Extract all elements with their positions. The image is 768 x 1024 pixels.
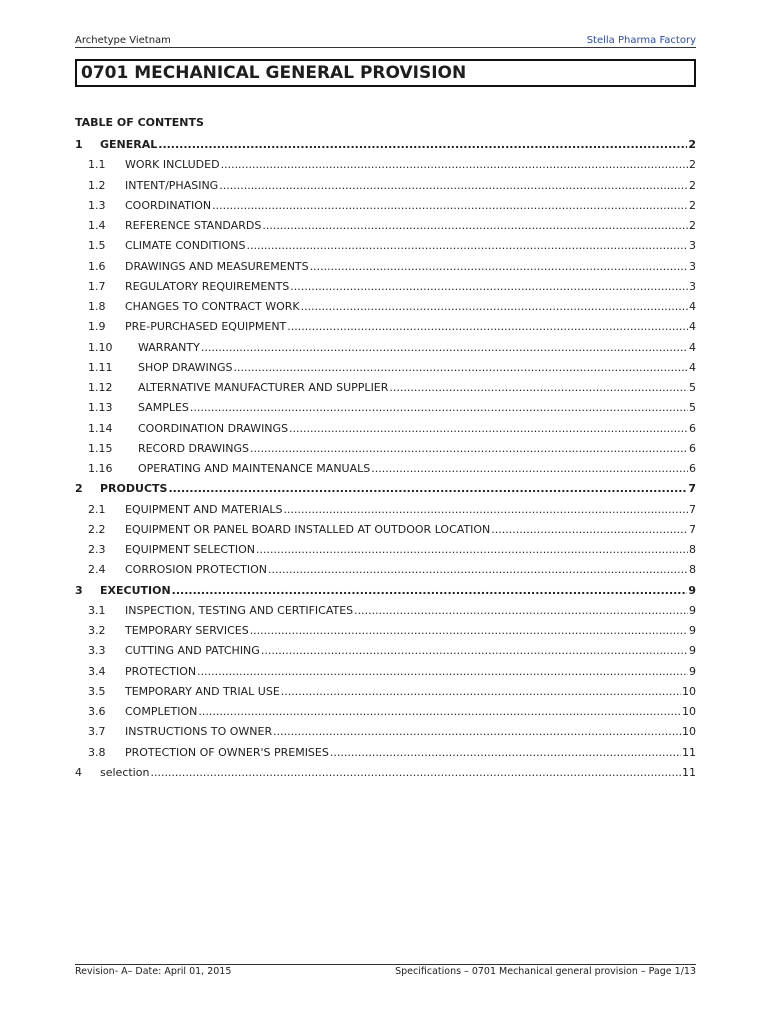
toc-entry-page: 7 xyxy=(689,522,696,536)
toc-entry-number: 3.6 xyxy=(88,705,106,718)
toc-entry-page: 9 xyxy=(689,664,696,678)
dot-leader xyxy=(150,763,681,783)
toc-entry-label: SHOP DRAWINGS xyxy=(138,360,233,374)
toc-entry-page: 2 xyxy=(689,219,696,232)
toc-entry-3-6[interactable] xyxy=(75,702,696,722)
toc-entry-page: 9 xyxy=(688,583,696,597)
toc-entry-label: EXECUTION xyxy=(100,583,171,597)
toc-entry-label: COMPLETION xyxy=(125,705,198,718)
dot-leader xyxy=(234,358,689,378)
toc-entry-label: CORROSION PROTECTION xyxy=(125,563,268,577)
toc-entry-number: 3.8 xyxy=(88,745,106,759)
toc-entry-1-1[interactable] xyxy=(75,155,696,175)
dot-leader xyxy=(268,560,688,580)
toc-entry-number: 3.7 xyxy=(88,725,106,739)
toc-entry-2-1[interactable] xyxy=(75,500,696,520)
toc-entry-page: 2 xyxy=(689,158,696,172)
toc-entry-page: 2 xyxy=(689,198,696,212)
toc-entry-3[interactable] xyxy=(75,581,696,601)
toc-entry-label: EQUIPMENT SELECTION xyxy=(125,543,255,556)
toc-entry-number: 4 xyxy=(75,765,82,779)
toc-entry-page: 5 xyxy=(689,381,696,394)
toc-entry-1-3[interactable] xyxy=(75,196,696,216)
toc-entry-page: 4 xyxy=(689,360,696,374)
toc-entry-1-15[interactable] xyxy=(75,439,696,459)
toc-entry-number: 1.8 xyxy=(88,300,106,313)
toc-entry-1-4[interactable] xyxy=(75,216,696,236)
toc-entry-3-2[interactable] xyxy=(75,621,696,641)
toc-entry-label: WORK INCLUDED xyxy=(125,158,220,172)
toc-entry-page: 3 xyxy=(689,279,696,293)
toc-entry-page: 2 xyxy=(688,138,696,151)
toc-entry-4[interactable] xyxy=(75,763,696,783)
toc-entry-number: 3.5 xyxy=(88,684,106,698)
toc-entry-1-8[interactable] xyxy=(75,297,696,317)
toc-entry-2-2[interactable] xyxy=(75,520,696,540)
toc-entry-1-9[interactable] xyxy=(75,317,696,337)
header-company: Archetype Vietnam xyxy=(75,35,171,46)
toc-heading: TABLE OF CONTENTS xyxy=(75,116,204,129)
dot-leader xyxy=(354,601,688,621)
toc-entry-page: 2 xyxy=(689,178,696,192)
dot-leader xyxy=(219,176,688,196)
toc-entry-label: ALTERNATIVE MANUFACTURER AND SUPPLIER xyxy=(138,381,389,394)
dot-leader xyxy=(330,743,681,763)
toc-entry-label: selection xyxy=(100,765,150,779)
toc-entry-page: 4 xyxy=(689,340,696,354)
page-header xyxy=(75,33,696,48)
page-footer xyxy=(75,965,696,978)
toc-entry-number: 1.15 xyxy=(88,441,113,455)
toc-entry-label: CUTTING AND PATCHING xyxy=(125,644,260,658)
toc-entry-1-7[interactable] xyxy=(75,277,696,297)
dot-leader xyxy=(221,155,688,175)
toc-entry-label: EQUIPMENT OR PANEL BOARD INSTALLED AT OUTDOOR LOCATION xyxy=(125,522,491,536)
toc-entry-2-4[interactable] xyxy=(75,560,696,580)
header-project: Stella Pharma Factory xyxy=(586,35,696,46)
toc-entry-number: 3.2 xyxy=(88,624,106,637)
toc-entry-label: CHANGES TO CONTRACT WORK xyxy=(125,300,300,313)
toc-entry-page: 9 xyxy=(689,644,696,658)
toc-entry-label: WARRANTY xyxy=(138,340,200,354)
toc-entry-label: OPERATING AND MAINTENANCE MANUALS xyxy=(138,462,371,475)
dot-leader xyxy=(212,196,688,216)
toc-entry-number: 2.2 xyxy=(88,522,106,536)
toc-entry-page: 10 xyxy=(682,705,696,718)
toc-entry-3-1[interactable] xyxy=(75,601,696,621)
toc-entry-label: RECORD DRAWINGS xyxy=(138,441,249,455)
toc-entry-3-5[interactable] xyxy=(75,682,696,702)
toc-entry-number: 1.12 xyxy=(88,381,113,394)
toc-entry-3-3[interactable] xyxy=(75,641,696,661)
dot-leader xyxy=(201,338,688,358)
dot-leader xyxy=(371,459,688,479)
toc-entry-label: INSTRUCTIONS TO OWNER xyxy=(125,725,273,739)
toc-entry-page: 7 xyxy=(688,482,696,496)
dot-leader xyxy=(168,479,687,499)
dot-leader xyxy=(389,378,688,398)
footer-revision: Revision- A– Date: April 01, 2015 xyxy=(75,966,232,977)
toc-entry-number: 3.1 xyxy=(88,603,106,617)
dot-leader xyxy=(287,317,688,337)
toc-entry-page: 3 xyxy=(689,239,696,253)
toc-entry-number: 1.2 xyxy=(88,178,106,192)
toc-entry-number: 1.14 xyxy=(88,421,113,435)
toc-entry-label: INSPECTION, TESTING AND CERTIFICATES xyxy=(125,603,354,617)
toc-entry-number: 1.10 xyxy=(88,340,113,354)
dot-leader xyxy=(190,398,688,418)
toc-entry-page: 11 xyxy=(682,765,696,779)
toc-entry-label: REGULATORY REQUIREMENTS xyxy=(125,279,290,293)
dot-leader xyxy=(172,581,688,601)
dot-leader xyxy=(198,702,681,722)
dot-leader xyxy=(256,540,688,560)
toc-entry-number: 1.1 xyxy=(88,158,106,172)
toc-entry-2[interactable] xyxy=(75,479,696,499)
toc-entry-page: 5 xyxy=(689,401,696,415)
footer-page-info: Specifications – 0701 Mechanical general provision – Page 1/13 xyxy=(395,966,696,977)
toc-entry-label: REFERENCE STANDARDS xyxy=(125,219,262,232)
toc-entry-number: 1.3 xyxy=(88,198,106,212)
toc-entry-number: 1.6 xyxy=(88,259,106,273)
toc-entry-number: 1.9 xyxy=(88,320,106,334)
toc-entry-label: INTENT/PHASING xyxy=(125,178,219,192)
toc-entry-label: PROTECTION xyxy=(125,664,197,678)
toc-entry-label: CLIMATE CONDITIONS xyxy=(125,239,246,253)
toc-entry-number: 1.4 xyxy=(88,219,106,232)
toc-entry-number: 1.16 xyxy=(88,462,113,475)
toc-entry-label: GENERAL xyxy=(100,138,158,151)
toc-entry-1-10[interactable] xyxy=(75,338,696,358)
toc-entry-number: 2.3 xyxy=(88,543,106,556)
toc-entry-2-3[interactable] xyxy=(75,540,696,560)
toc-entry-label: PRE-PURCHASED EQUIPMENT xyxy=(125,320,287,334)
toc-entry-number: 1 xyxy=(75,138,83,151)
dot-leader xyxy=(250,621,688,641)
toc-entry-page: 8 xyxy=(689,563,696,577)
dot-leader xyxy=(284,500,689,520)
toc-entry-page: 10 xyxy=(682,725,696,739)
toc-entry-1-12[interactable] xyxy=(75,378,696,398)
dot-leader xyxy=(247,236,689,256)
toc-entry-1-11[interactable] xyxy=(75,358,696,378)
toc-entry-label: EQUIPMENT AND MATERIALS xyxy=(125,502,283,516)
toc-entry-page: 6 xyxy=(689,441,696,455)
toc-entry-page: 4 xyxy=(689,320,696,334)
dot-leader xyxy=(262,216,688,236)
dot-leader xyxy=(310,257,688,277)
toc-entry-number: 3.4 xyxy=(88,664,106,678)
dot-leader xyxy=(491,520,688,540)
toc-entry-page: 9 xyxy=(689,603,696,617)
toc-entry-1-16[interactable] xyxy=(75,459,696,479)
toc-entry-1-5[interactable] xyxy=(75,236,696,256)
toc-entry-3-7[interactable] xyxy=(75,722,696,742)
toc-entry-number: 1.11 xyxy=(88,360,113,374)
toc-entry-page: 6 xyxy=(689,421,696,435)
toc-entry-label: DRAWINGS AND MEASUREMENTS xyxy=(125,259,309,273)
toc-entry-number: 2.1 xyxy=(88,502,106,516)
toc-entry-number: 3 xyxy=(75,583,83,597)
toc-entry-number: 2.4 xyxy=(88,563,106,577)
toc-entry-page: 4 xyxy=(689,300,696,313)
toc-entry-1[interactable] xyxy=(75,135,696,155)
toc-entry-label: COORDINATION DRAWINGS xyxy=(138,421,289,435)
dot-leader xyxy=(158,135,687,155)
toc-entry-label: PROTECTION OF OWNER'S PREMISES xyxy=(125,745,329,759)
toc-entry-label: TEMPORARY AND TRIAL USE xyxy=(125,684,280,698)
toc-entry-1-6[interactable] xyxy=(75,257,696,277)
toc-entry-label: SAMPLES xyxy=(138,401,189,415)
toc-entry-number: 1.7 xyxy=(88,279,106,293)
toc-entry-label: COORDINATION xyxy=(125,198,212,212)
dot-leader xyxy=(301,297,688,317)
dot-leader xyxy=(197,662,688,682)
toc-entry-page: 6 xyxy=(689,462,696,475)
dot-leader xyxy=(261,641,688,661)
dot-leader xyxy=(281,682,681,702)
toc-entry-number: 1.13 xyxy=(88,401,113,415)
document-title: 0701 MECHANICAL GENERAL PROVISION xyxy=(75,59,696,87)
toc-entry-3-4[interactable] xyxy=(75,662,696,682)
toc-entry-label: TEMPORARY SERVICES xyxy=(125,624,249,637)
dot-leader xyxy=(273,722,681,742)
toc-entry-3-8[interactable] xyxy=(75,743,696,763)
dot-leader xyxy=(290,277,688,297)
table-of-contents xyxy=(75,135,696,783)
toc-entry-1-2[interactable] xyxy=(75,176,696,196)
toc-entry-page: 7 xyxy=(689,502,696,516)
toc-entry-page: 9 xyxy=(689,624,696,637)
toc-entry-number: 2 xyxy=(75,482,83,496)
toc-entry-1-13[interactable] xyxy=(75,398,696,418)
toc-entry-1-14[interactable] xyxy=(75,419,696,439)
dot-leader xyxy=(289,419,688,439)
dot-leader xyxy=(250,439,688,459)
toc-entry-label: PRODUCTS xyxy=(100,482,168,496)
toc-entry-page: 11 xyxy=(682,745,696,759)
toc-entry-page: 10 xyxy=(682,684,696,698)
toc-entry-number: 3.3 xyxy=(88,644,106,658)
toc-entry-page: 3 xyxy=(689,259,696,273)
toc-entry-page: 8 xyxy=(689,543,696,556)
toc-entry-number: 1.5 xyxy=(88,239,106,253)
